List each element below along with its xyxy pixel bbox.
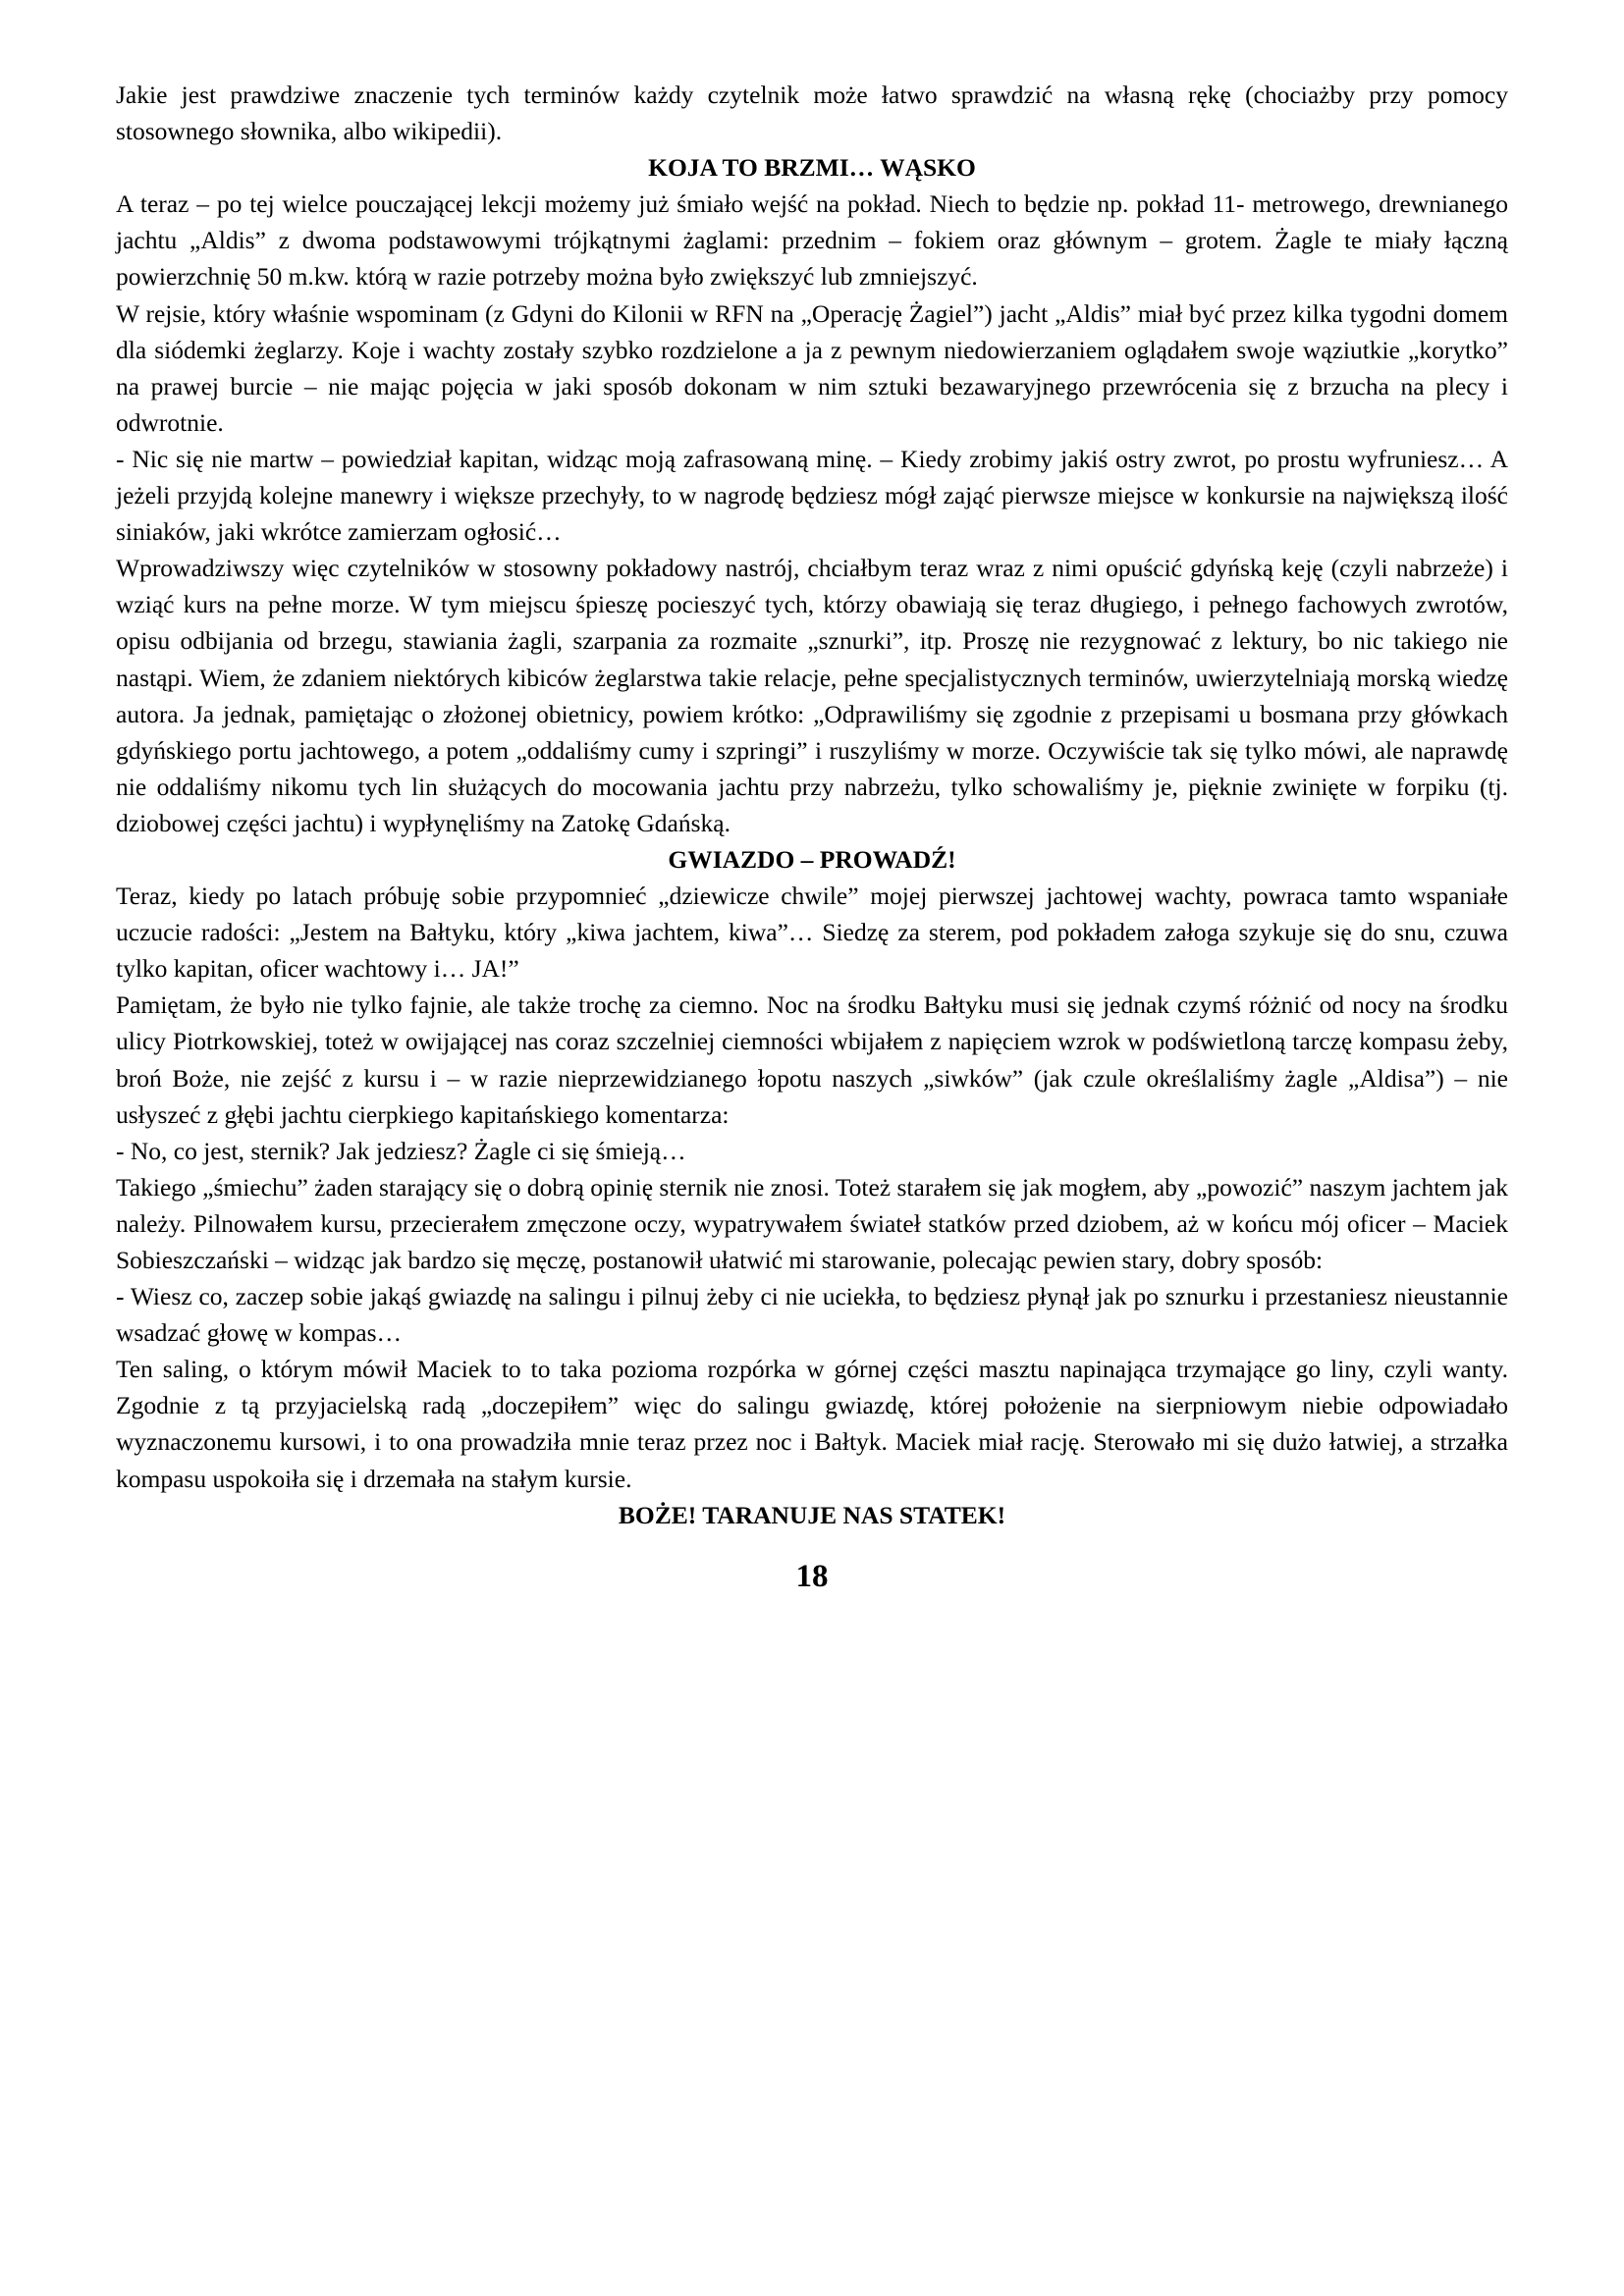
paragraph-saling-wyjasnienie: Ten saling, o którym mówił Maciek to to taka pozioma rozpórka w górnej części masztu napinająca trzymające go liny, czyli wanty. Zgodnie z tą przyjacielską radą „doczepiłem” więc do salingu gwiazdę, której położenie na sierpniowym niebie odpowiadało wyznaczonemu kursowi, i to ona prowadziła mnie teraz przez noc i Bałtyk. Maciek miał rację. Sterowało mi się dużo łatwiej, a strzałka kompasu uspokoiła się i drzemała na stałym kursie. — [116, 1355, 1508, 1493]
paragraph-smiechu-sternik: Takiego „śmiechu” żaden starający się o dobrą opinię sternik nie znosi. Toteż starałem się jak mogłem, aby „powozić” naszym jachtem jak należy. Pilnowałem kursu, przecierałem zmęczone oczy, wypatrywałem świateł statków przed dziobem, aż w końcu mój oficer – Maciek Sobieszczański – widząc jak bardzo się męczę, postanowił ułatwić mi starowanie, polecając pewien stary, dobry sposób: — [116, 1172, 1508, 1274]
heading-koja-to-brzmi-wasko: KOJA TO BRZMI… WĄSKO — [648, 153, 976, 183]
paragraph-zaczep-gwiazde: - Wiesz co, zaczep sobie jakąś gwiazdę na salingu i pilnuj żeby ci nie uciekła, to będziesz płynął jak po sznurku i przestaniesz nieustannie wsadzać głowę w kompas… — [116, 1282, 1508, 1348]
paragraph-poklad-aldis: A teraz – po tej wielce pouczającej lekcji możemy już śmiało wejść na pokład. Niech to będzie np. pokład 11- metrowego, drewnianego jachtu „Aldis” z dwoma podstawowymi trójkątnymi żaglami: przednim – fokiem oraz głównym – grotem. Żagle te miały łączną powierzchnię 50 m.kw. którą w razie potrzeby można było zwiększyć lub zmniejszyć. — [116, 189, 1508, 292]
paragraph-wprowadziwszy-czytelnikow: Wprowadziwszy więc czytelników w stosowny pokładowy nastrój, chciałbym teraz wraz z nimi opuścić gdyńską keję (czyli nabrzeże) i wziąć kurs na pełne morze. W tym miejscu śpieszę pocieszyć tych, którzy obawiają się teraz długiego, i pełnego fachowych zwrotów, opisu odbijania od brzegu, stawiania żagli, szarpania za rozmaite „sznurki”, itp. Proszę nie rezygnować z lektury, bo nic takiego nie nastąpi. Wiem, że zdaniem niektórych kibiców żeglarstwa takie relacje, pełne specjalistycznych terminów, uwierzytelniają morską wiedzę autora. Ja jednak, pamiętając o złożonej obietnicy, powiem krótko: „Odprawiliśmy się zgodnie z przepisami u bosmana przy główkach gdyńskiego portu jachtowego, a potem „oddaliśmy cumy i szpringi” i ruszyliśmy w morze. Oczywiście tak się tylko mówi, ale naprawdę nie oddaliśmy nikomu tych lin służących do mocowania jachtu przy nabrzeżu, tylko schowaliśmy je, pięknie zwinięte w forpiku (tj. dziobowej części jachtu) i wypłynęliśmy na Zatokę Gdańską. — [116, 554, 1508, 837]
heading-gwiazdo-prowadz: GWIAZDO – PROWADŹ! — [668, 844, 956, 874]
paragraph-no-co-jest-sternik: - No, co jest, sternik? Jak jedziesz? Żagle ci się śmieją… — [116, 1136, 686, 1165]
paragraph-noc-na-baltyku: Pamiętam, że było nie tylko fajnie, ale także trochę za ciemno. Noc na środku Bałtyku musi się jednak czymś różnić od nocy na środku ulicy Piotrkowskiej, toteż w owijającej nas coraz szczelniej ciemności wbijałem z napięciem wzrok w podświetloną tarczę kompasu żeby, broń Boże, nie zejść z kursu i – w razie nieprzewidzianego łopotu naszych „siwków” (jak czule określaliśmy żagle „Aldisa”) – nie usłyszeć z głębi jachtu cierpkiego kapitańskiego komentarza: — [116, 990, 1508, 1129]
paragraph-rejs-gdynia-kilonia: W rejsie, który właśnie wspominam (z Gdyni do Kilonii w RFN na „Operację Żagiel”) jacht „Aldis” miał być przez kilka tygodni domem dla siódemki żeglarzy. Koje i wachty zostały szybko rozdzielone a ja z pewnym niedowierzaniem oglądałem swoje wąziutkie „korytko” na prawej burcie – nie mając pojęcia w jaki sposób dokonam w nim sztuki bezawaryjnego przewrócenia się z brzucha na plecy i odwrotnie. — [116, 298, 1508, 437]
heading-boze-taranuje-nas-statek: BOŻE! TARANUJE NAS STATEK! — [618, 1500, 1006, 1529]
paragraph-dziewicze-chwile: Teraz, kiedy po latach próbuję sobie przypomnieć „dziewicze chwile” mojej pierwszej jachtowej wachty, powraca tamto wspaniałe uczucie radości: „Jestem na Bałtyku, który „kiwa jachtem, kiwa”… Siedzę za sterem, pod pokładem załoga szykuje się do snu, czuwa tylko kapitan, oficer wachtowy i… JA!” — [116, 881, 1508, 984]
paragraph-intro-terminy: Jakie jest prawdziwe znaczenie tych terminów każdy czytelnik może łatwo sprawdzić na własną rękę (chociażby przy pomocy stosownego słownika, albo wikipedii). — [116, 80, 1508, 146]
paragraph-kapitan-siniaki: - Nic się nie martw – powiedział kapitan, widząc moją zafrasowaną minę. – Kiedy zrobimy jakiś ostry zwrot, po prostu wyfruniesz… A jeżeli przyjdą kolejne manewry i większe przechyły, to w nagrodę będziesz mógł zająć pierwsze miejsce w konkursie na największą ilość siniaków, jaki wkrótce zamierzam ogłosić… — [116, 444, 1508, 547]
page-number: 18 — [795, 1558, 829, 1594]
